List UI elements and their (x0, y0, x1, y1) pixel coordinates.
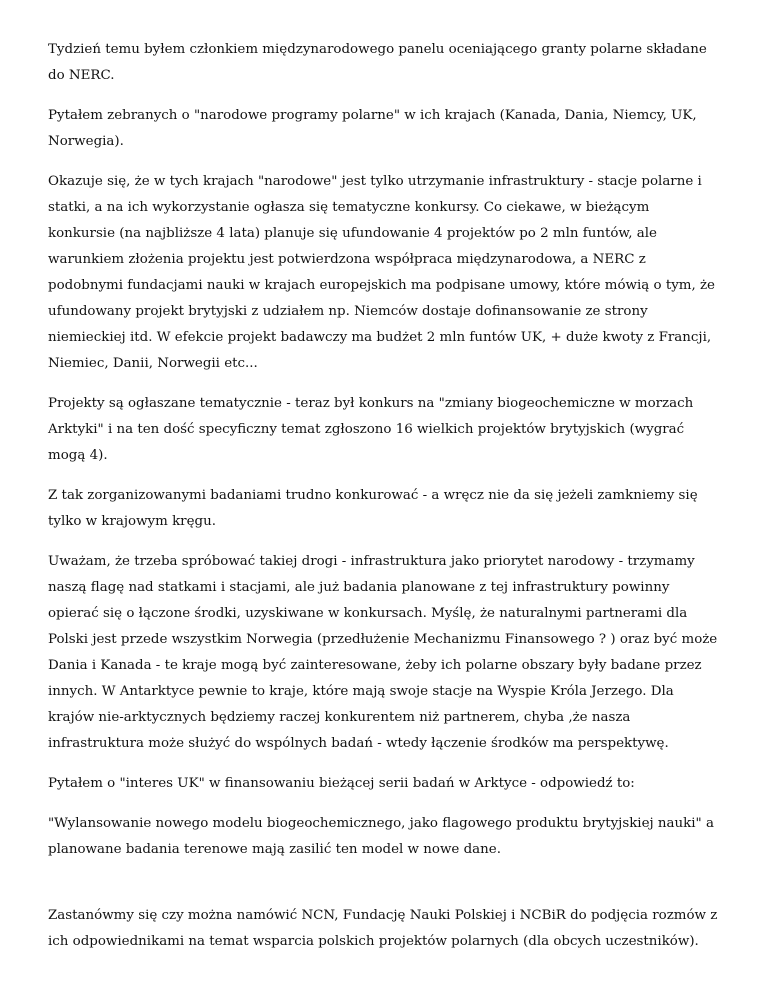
paragraph-7: Pytałem o "interes UK" w finansowaniu bieżącej serii badań w Arktyce - odpowiedź to: (48, 776, 635, 791)
paragraph-4: Projekty są ogłaszane tematycznie - teraz był konkurs na "zmiany biogeochemiczne w morzach Arktyki" i na ten dość specyficzny temat zgłoszono 16 wielkich projektów brytyjskich (wygrać mogą 4). (48, 396, 694, 463)
paragraph-9: Zastanówmy się czy można namówić NCN, Fundację Nauki Polskiej i NCBiR do podjęcia rozmów z ich odpowiednikami na temat wsparcia polskich projektów polarnych (dla obcych uczestników). (48, 908, 718, 949)
paragraph-1: Tydzień temu byłem członkiem międzynarodowego panelu oceniającego granty polarne składane do NERC. (48, 42, 707, 83)
paragraph-6: Uważam, że trzeba spróbować takiej drogi - infrastruktura jako priorytet narodowy - trzymamy naszą flagę nad statkami i stacjami, ale już badania planowane z tej infrastruktury powinny opierać się o łączone środki, uzyskiwane w konkursach. Myślę, że naturalnymi partnerami dla Polski jest przede wszystkim Norwegia (przedłużenie Mechanizmu Finansowego ? ) oraz być może Dania i Kanada - te kraje mogą być zainteresowane, żeby ich polarne obszary były badane przez innych. W Antarktyce pewnie to kraje, które mają swoje stacje na Wyspie Króla Jerzego. Dla krajów nie-arktycznych będziemy raczej konkurentem niż partnerem, chyba ,że nasza infrastruktura może służyć do wspólnych badań - wtedy łączenie środków ma perspektywę. (48, 554, 718, 751)
document-page (48, 37, 720, 969)
paragraph-5: Z tak zorganizowanymi badaniami trudno konkurować - a wręcz nie da się jeżeli zamkniemy się tylko w krajowym kręgu. (48, 488, 698, 529)
paragraph-8: "Wylansowanie nowego modelu biogeochemicznego, jako flagowego produktu brytyjskiej nauki" a planowane badania terenowe mają zasilić ten model w nowe dane. (48, 816, 714, 857)
paragraph-3: Okazuje się, że w tych krajach "narodowe" jest tylko utrzymanie infrastruktury - stacje polarne i statki, a na ich wykorzystanie ogłasza się tematyczne konkursy. Co ciekawe, w bieżącym konkursie (na najbliższe 4 lata) planuje się ufundowanie 4 projektów po 2 mln funtów, ale warunkiem złożenia projektu jest potwierdzona współpraca międzynarodowa, a NERC z podobnymi fundacjami nauki w krajach europejskich ma podpisane umowy, które mówią o tym, że ufundowany projekt brytyjski z udziałem np. Niemców dostaje dofinansowanie ze strony niemieckiej itd. W efekcie projekt badawczy ma budżet 2 mln funtów UK, + duże kwoty z Francji, Niemiec, Danii, Norwegii etc... (48, 174, 715, 371)
paragraph-2: Pytałem zebranych o "narodowe programy polarne" w ich krajach (Kanada, Dania, Niemcy, UK, Norwegia). (48, 108, 697, 149)
